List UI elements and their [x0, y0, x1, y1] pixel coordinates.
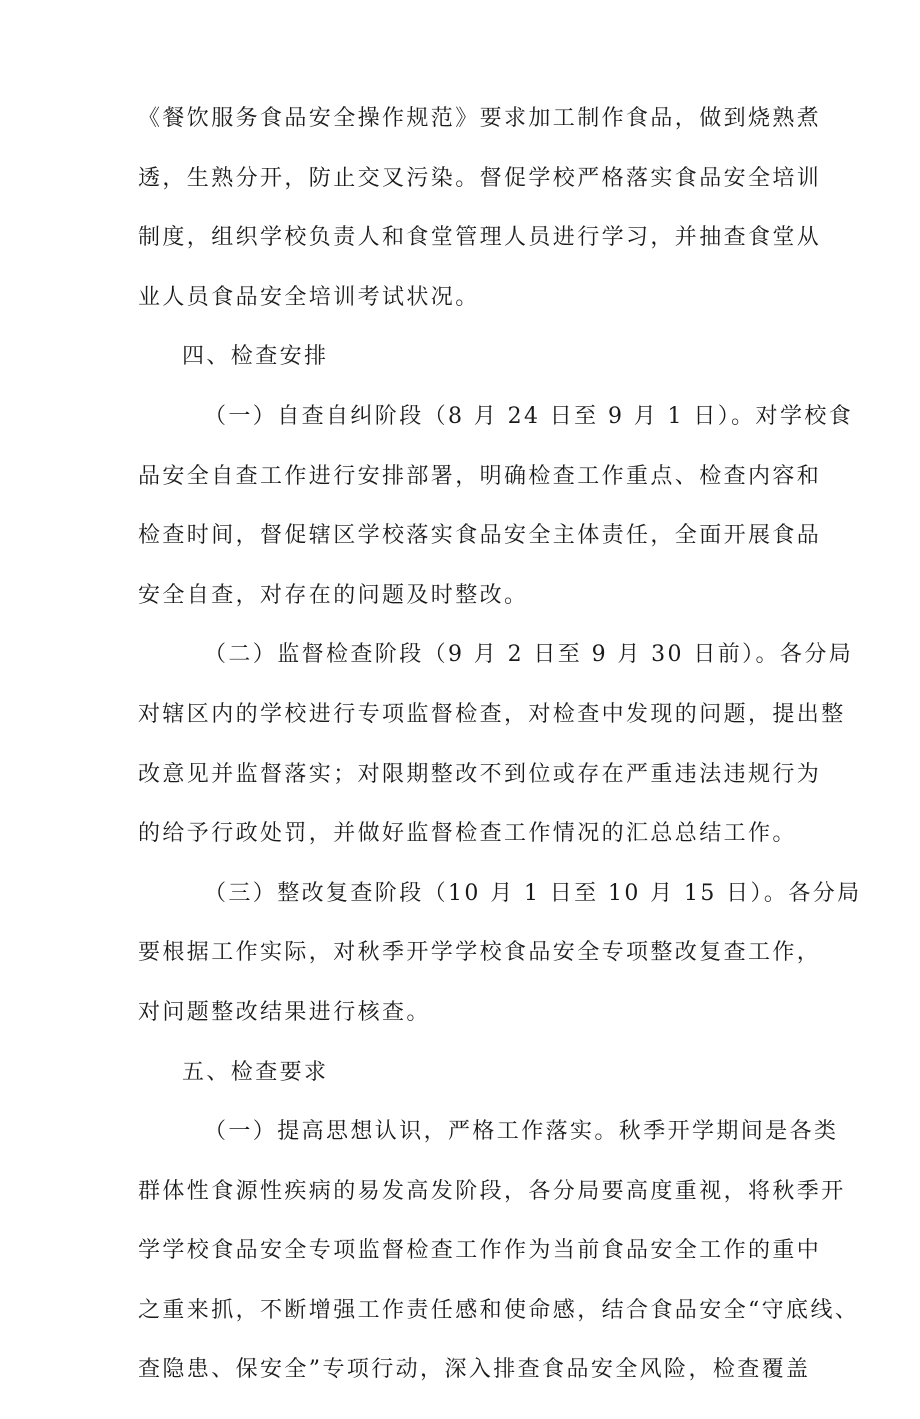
paragraph-line: 透，生熟分开，防止交叉污染。督促学校严格落实食品安全培训 [138, 165, 822, 191]
paragraph-line: 品安全自查工作进行安排部署，明确检查工作重点、检查内容和 [138, 463, 822, 489]
paragraph-line: 业人员食品安全培训考试状况。 [138, 284, 480, 310]
paragraph-line: （一）自查自纠阶段（8 月 24 日至 9 月 1 日）。对学校食 [204, 403, 854, 429]
paragraph-line: （一）提高思想认识，严格工作落实。秋季开学期间是各类 [204, 1119, 839, 1145]
paragraph-line: 群体性食源性疾病的易发高发阶段，各分局要高度重视，将秋季开 [138, 1178, 846, 1204]
paragraph-line: 查隐患、保安全”专项行动，深入排查食品安全风险，检查覆盖 [138, 1357, 811, 1383]
paragraph-line: 安全自查，对存在的问题及时整改。 [138, 582, 529, 608]
paragraph-line: 的给予行政处罚，并做好监督检查工作情况的汇总总结工作。 [138, 821, 797, 847]
paragraph-line: 对辖区内的学校进行专项监督检查，对检查中发现的问题，提出整 [138, 701, 846, 727]
paragraph-line: 制度，组织学校负责人和食堂管理人员进行学习，并抽查食堂从 [138, 225, 822, 251]
section-heading: 五、检查要求 [182, 1059, 329, 1085]
paragraph-line: 要根据工作实际，对秋季开学学校食品安全专项整改复查工作， [138, 940, 822, 966]
paragraph-line: 改意见并监督落实；对限期整改不到位或存在严重违法违规行为 [138, 761, 822, 787]
paragraph-line: 之重来抓，不断增强工作责任感和使命感，结合食品安全“守底线、 [138, 1297, 860, 1323]
paragraph-line: 《餐饮服务食品安全操作规范》要求加工制作食品，做到烧熟煮 [138, 106, 822, 131]
paragraph-line: （三）整改复查阶段（10 月 1 日至 10 月 15 日）。各分局 [204, 880, 862, 906]
section-heading: 四、检查安排 [182, 344, 329, 370]
paragraph-line: （二）监督检查阶段（9 月 2 日至 9 月 30 日前）。各分局 [204, 642, 854, 668]
paragraph-line: 学学校食品安全专项监督检查工作作为当前食品安全工作的重中 [138, 1238, 822, 1264]
document-body [138, 106, 862, 1419]
paragraph-line: 检查时间，督促辖区学校落实食品安全主体责任，全面开展食品 [138, 523, 822, 549]
paragraph-line: 对问题整改结果进行核查。 [138, 999, 431, 1025]
